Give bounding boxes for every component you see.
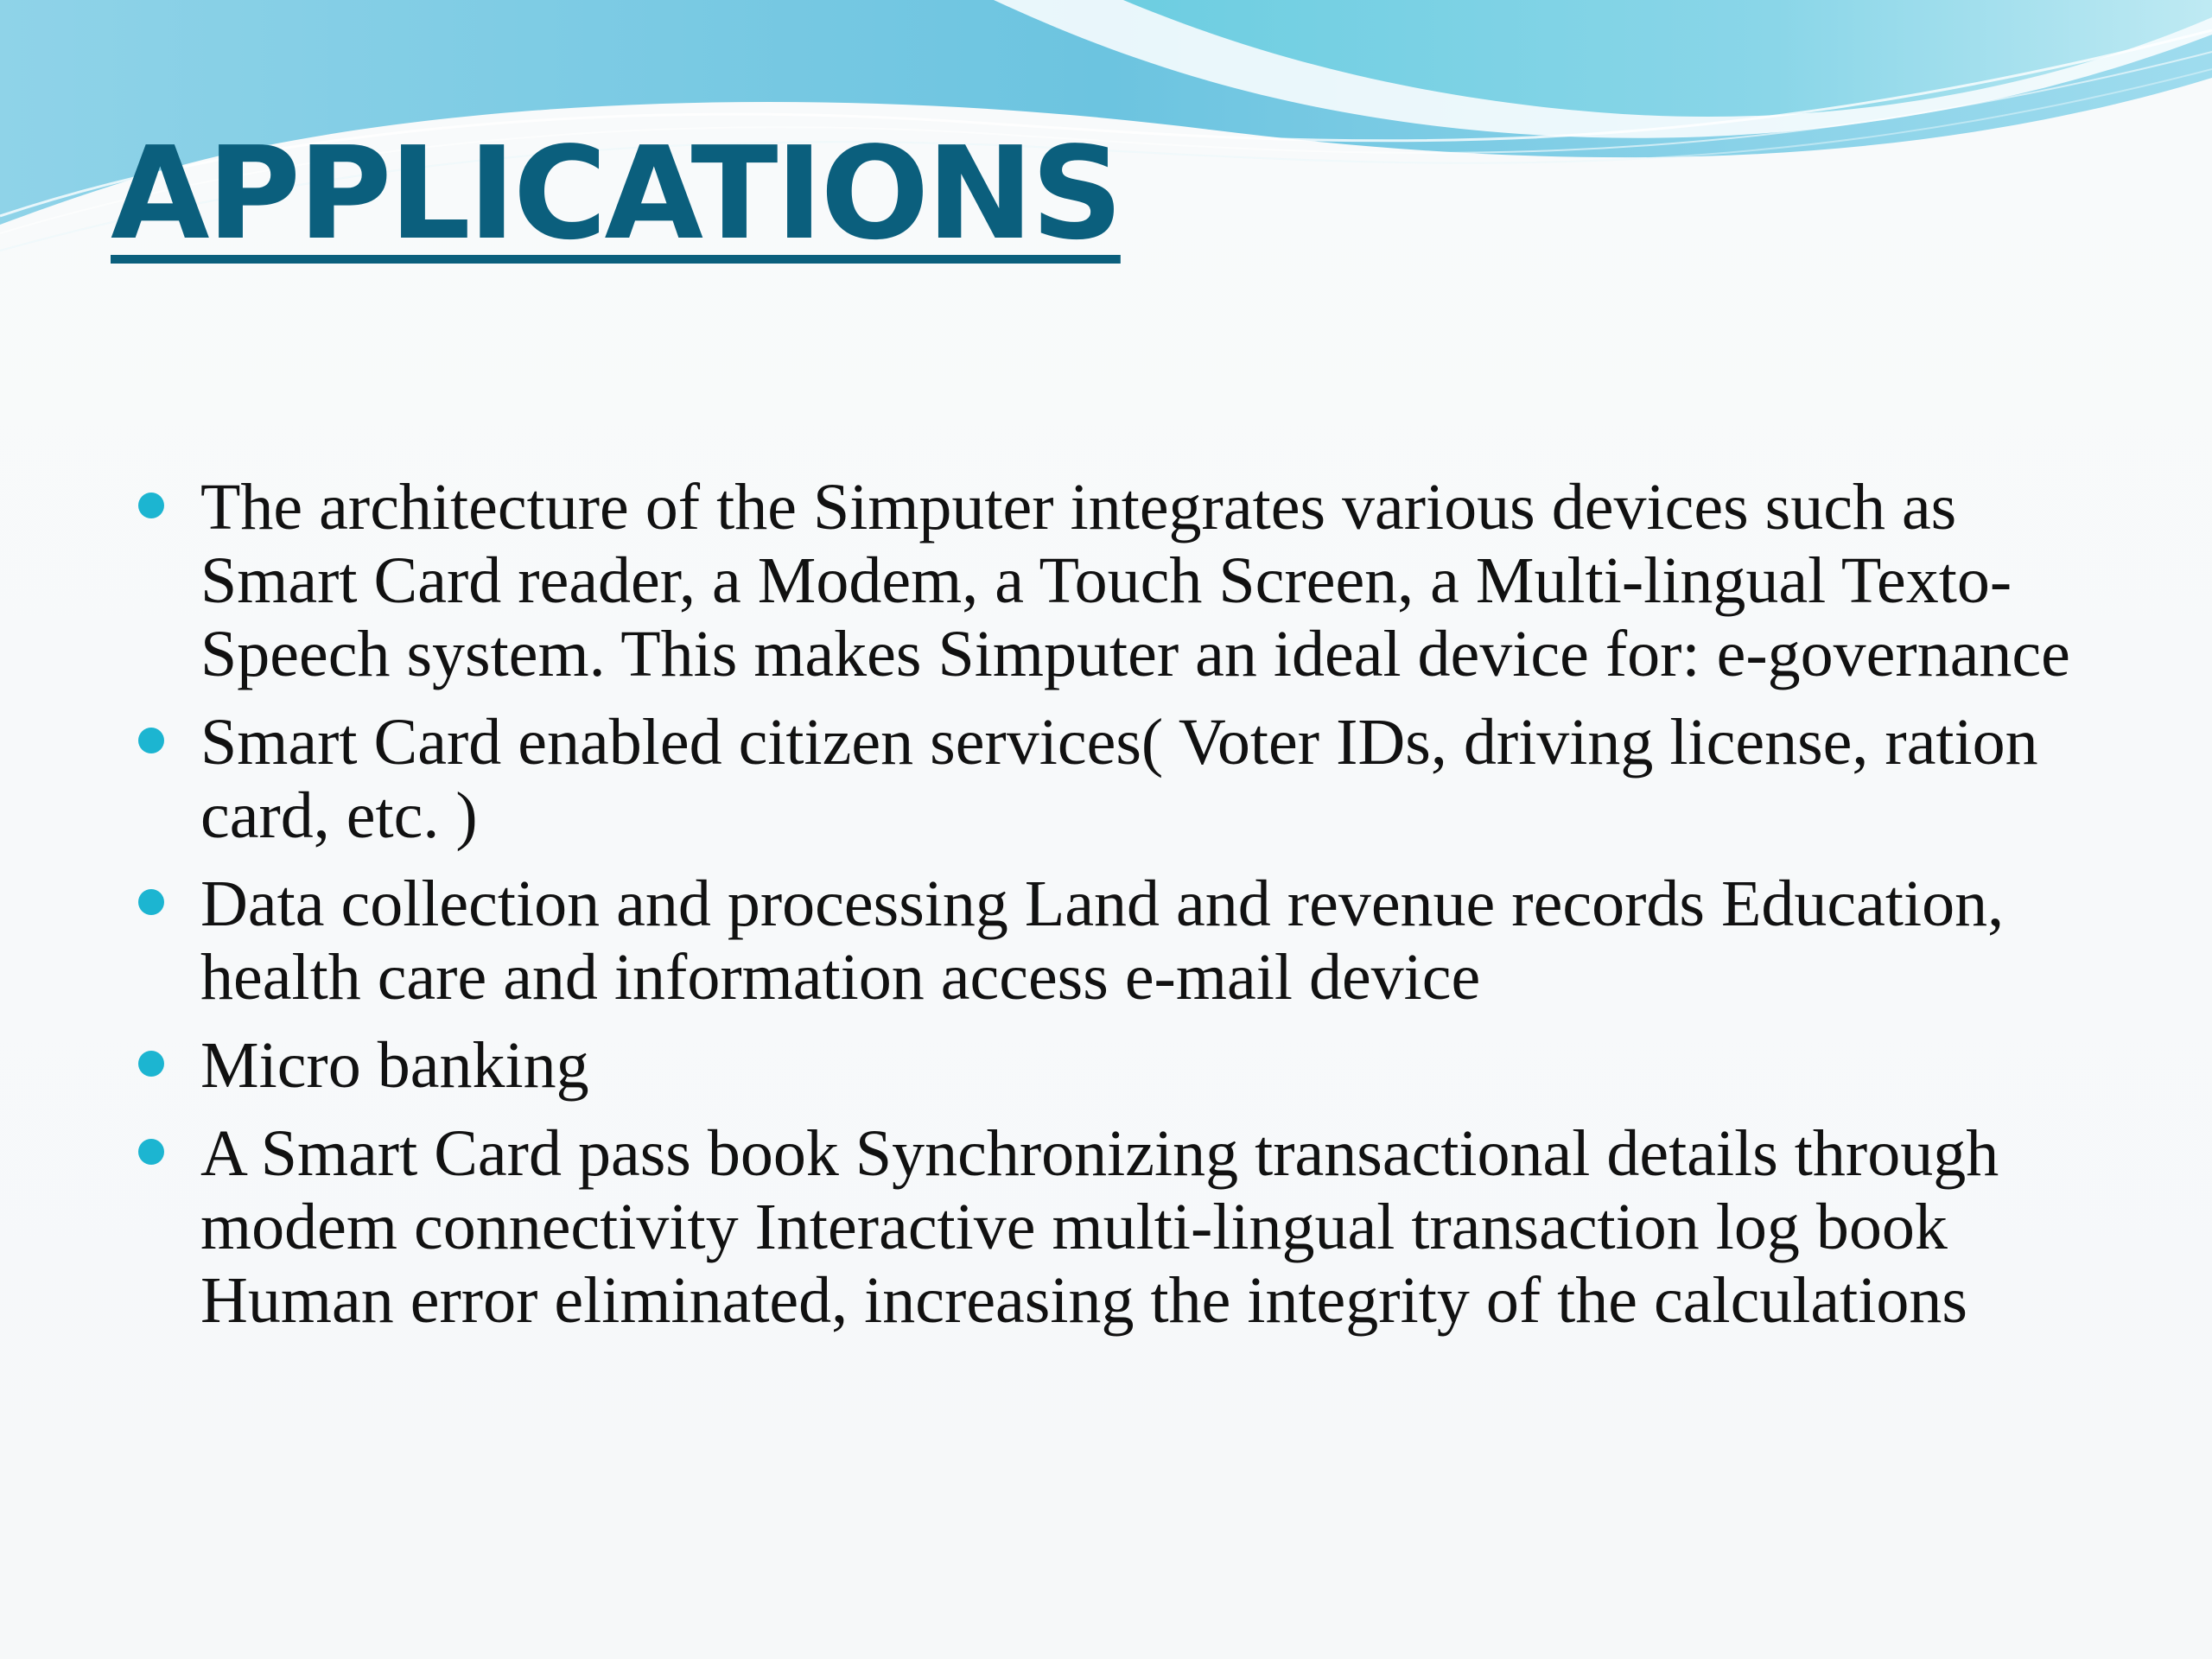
list-item: [138, 471, 2117, 691]
bullet-dot-icon: [138, 1051, 164, 1077]
bullet-text: Smart Card enabled citizen services( Voter IDs, driving license, ration card, etc. ): [200, 706, 2038, 852]
bullet-text: Data collection and processing Land and revenue records Education, health care and information access e-mail device: [200, 868, 2005, 1014]
bullet-text: A Smart Card pass book Synchronizing transactional details through modem connectivity Interactive multi-lingual transaction log book Human error eliminated, increasing the integrity of the calculations: [200, 1117, 1999, 1337]
bullet-dot-icon: [138, 728, 164, 753]
bullet-dot-icon: [138, 889, 164, 915]
slide-title: APPLICATIONS: [111, 119, 1121, 268]
bullet-dot-icon: [138, 1139, 164, 1165]
list-item: [138, 868, 2117, 1014]
list-item: [138, 1117, 2117, 1338]
bullet-text: The architecture of the Simputer integrates various devices such as Smart Card reader, a Modem, a Touch Screen, a Multi-lingual Texto-Speech system. This makes Simputer an ideal device for: e-governance: [200, 471, 2070, 690]
list-item: [138, 706, 2117, 853]
bullet-text: Micro banking: [200, 1029, 589, 1102]
bullet-dot-icon: [138, 493, 164, 518]
bullet-list: [138, 471, 2117, 1352]
list-item: [138, 1029, 2117, 1103]
